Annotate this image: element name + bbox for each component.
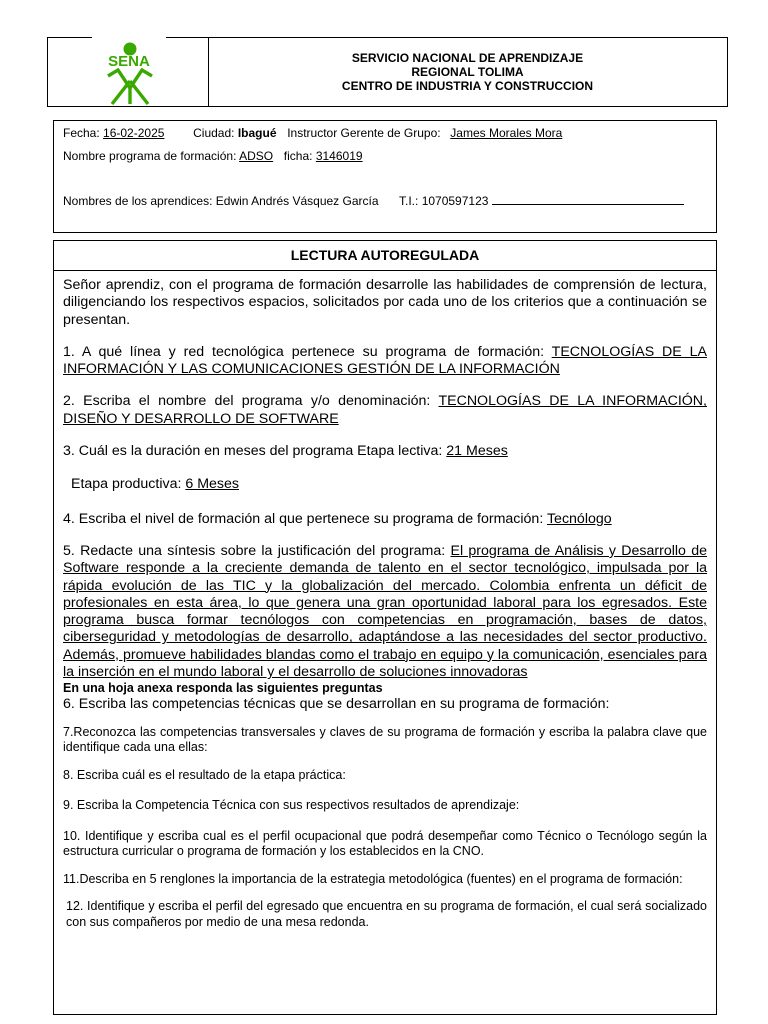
programa-value: ADSO: [239, 149, 274, 163]
intro-paragraph: Señor aprendiz, con el programa de formación desarrolle las habilidades de comprensión de lectura, diligenciando los respectivos espacios, solicitados por cada uno de los criterios que a continuación se presentan.: [63, 277, 707, 328]
header-line-3: CENTRO DE INDUSTRIA Y CONSTRUCCION: [341, 79, 594, 93]
q3-label: 3. Cuál es la duración en meses del programa Etapa lectiva:: [63, 443, 443, 460]
ficha-label: ficha:: [283, 149, 313, 163]
reading-section: [53, 240, 717, 1015]
header-line-2: REGIONAL TOLIMA: [411, 65, 524, 79]
question-3: [63, 443, 707, 460]
annex-note: En una hoja anexa responda las siguientes preguntas: [63, 681, 383, 696]
question-2: [63, 393, 707, 428]
ti-value: 1070597123: [421, 194, 489, 208]
info-row-2: [63, 149, 363, 163]
q3b-answer: 6 Meses: [185, 476, 239, 493]
q2-answer: TECNOLOGÍAS DE LA INFORMACIÓN, DISEÑO Y DESARROLLO DE SOFTWARE: [63, 393, 707, 427]
ciudad-value: Ibagué: [237, 126, 277, 140]
q1-label: 1. A qué línea y red tecnológica pertenece su programa de formación:: [63, 343, 545, 360]
q4-label: 4. Escriba el nivel de formación al que pertenece su programa de formación:: [63, 510, 544, 527]
question-10: 10. Identifique y escriba cual es el perfil ocupacional que podrá desempeñar como Técnico o Tecnólogo según la estructura curricular o programa de formación y los establecidos en la CNO.: [63, 828, 707, 859]
sena-logo: [48, 38, 208, 106]
header-line-1: SERVICIO NACIONAL DE APRENDIZAJE: [351, 51, 584, 65]
ti-label: T.I.:: [399, 194, 419, 208]
programa-label: Nombre programa de formación:: [63, 149, 237, 163]
signature-blank-line: [492, 193, 684, 205]
question-5: [63, 543, 707, 681]
question-1: [63, 344, 707, 379]
ficha-value: 3146019: [315, 149, 363, 163]
fecha-value: 16-02-2025: [103, 126, 165, 140]
q3-answer: 21 Meses: [446, 443, 508, 460]
question-12: 12. Identifique y escriba el perfil del egresado que encuentra en su programa de formación, el cual será socializado con sus compañeros por medio de una mesa redonda.: [66, 899, 707, 929]
ciudad-label: Ciudad:: [193, 126, 235, 140]
info-box: [53, 120, 717, 233]
q2-label: 2. Escriba el nombre del programa y/o denominación:: [63, 393, 431, 410]
info-row-3: [63, 193, 684, 208]
fecha-label: Fecha:: [63, 126, 100, 140]
question-9: 9. Escriba la Competencia Técnica con sus respectivos resultados de aprendizaje:: [63, 798, 520, 813]
section-content: [63, 277, 707, 930]
question-4: [63, 511, 707, 528]
question-6: 6. Escriba las competencias técnicas que se desarrollan en su programa de formación:: [63, 696, 610, 713]
question-8: 8. Escriba cuál es el resultado de la etapa práctica:: [63, 767, 346, 782]
question-3b: [63, 476, 707, 493]
q1-answer: TECNOLOGÍAS DE LA INFORMACIÓN Y LAS COMUNICACIONES GESTIÓN DE LA INFORMACIÓN: [63, 343, 707, 378]
logo-cell: [48, 38, 209, 106]
instructor-value: James Morales Mora: [450, 126, 563, 140]
header-titles: [208, 38, 727, 106]
question-7: 7.Reconozca las competencias transversales y claves de su programa de formación y escriba la palabra clave que identifique cada una ellas:: [63, 724, 707, 755]
aprendices-label: Nombres de los aprendices:: [63, 194, 213, 208]
section-title: LECTURA AUTOREGULADA: [54, 241, 716, 271]
document-header: [47, 37, 728, 107]
instructor-label: Instructor Gerente de Grupo:: [287, 126, 441, 140]
question-11: 11.Describa en 5 renglones la importancia de la estrategia metodológica (fuentes) en el programa de formación:: [63, 871, 683, 886]
sena-logo-text: SENA: [108, 53, 150, 70]
info-row-1: [63, 126, 562, 140]
aprendices-value: Edwin Andrés Vásquez García: [215, 194, 379, 208]
q5-label: 5. Redacte una síntesis sobre la justificación del programa:: [63, 542, 446, 559]
q3b-label: Etapa productiva:: [71, 476, 182, 493]
q5-answer: El programa de Análisis y Desarrollo de Software responde a la creciente demanda de talento en el sector tecnológico, impulsada por la rápida evolución de las TIC y la globalización del mercado. Colombia enfrenta un déficit de profesionales en esta área, lo que genera una gran oportunidad laboral para los egresados. Este programa busca formar tecnólogos con competencias en programación, bases de datos, ciberseguridad y metodologías de desarrollo, adaptándose a las necesidades del sector productivo. Además, promueve habilidades blandas como el trabajo en equipo y la comunicación, esenciales para la inserción en el mundo laboral y el desarrollo de soluciones innovadoras: [63, 542, 707, 681]
q4-answer: Tecnólogo: [546, 510, 612, 527]
